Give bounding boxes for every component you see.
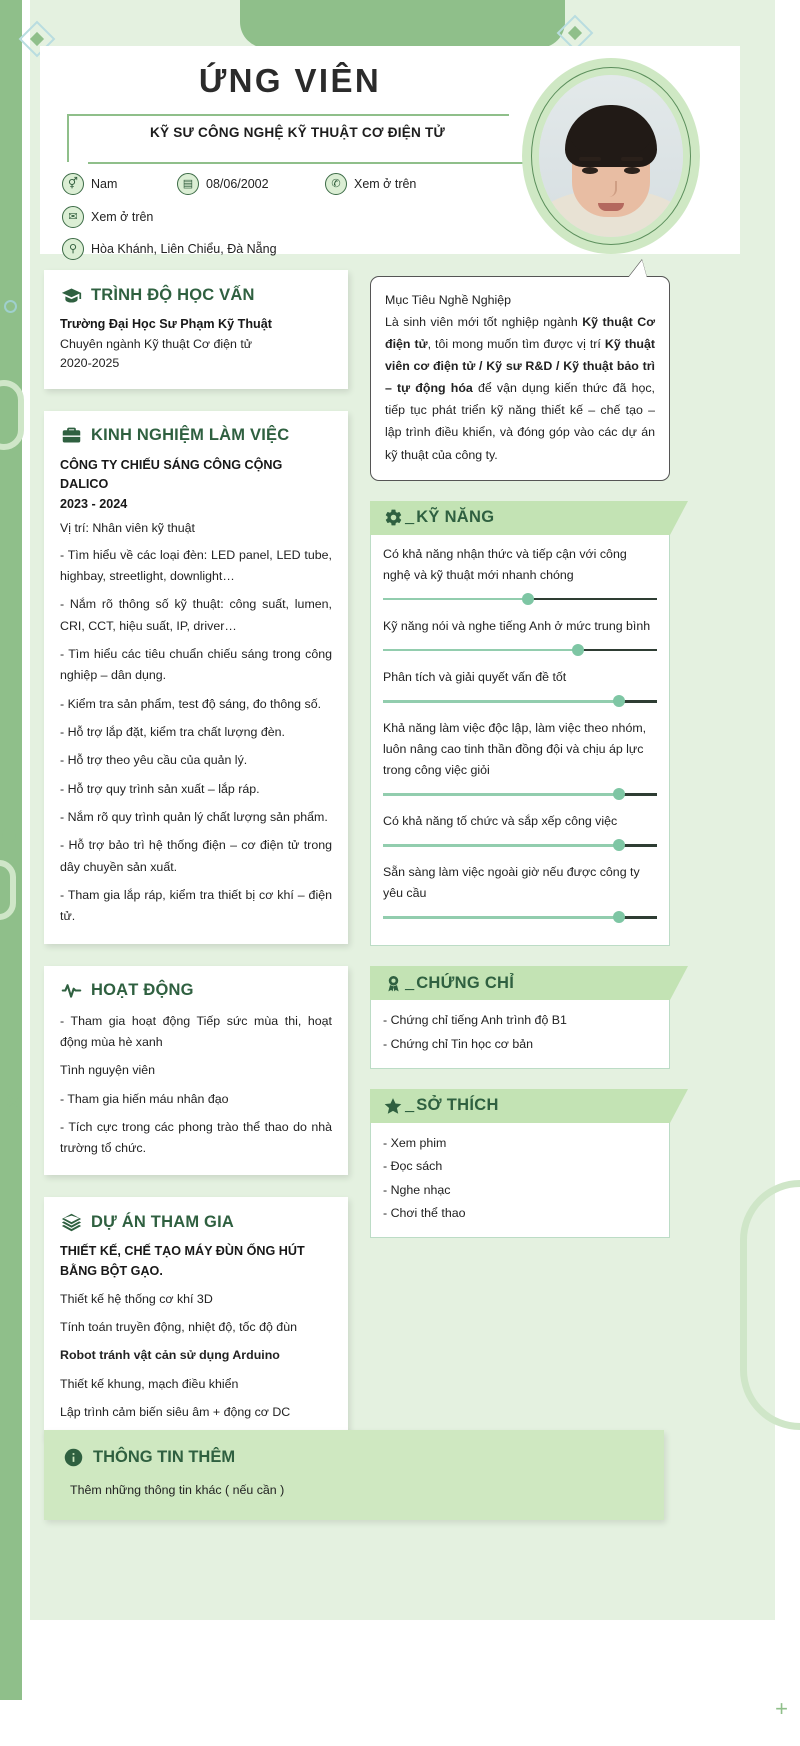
project-item: THIẾT KẾ, CHẾ TẠO MÁY ĐÙN ỐNG HÚT BẰNG BỘT GẠO. — [60, 1244, 305, 1278]
contact-gender-value: Nam — [91, 177, 118, 191]
right-curve-decoration — [740, 1180, 800, 1430]
education-title: TRÌNH ĐỘ HỌC VẤN — [91, 285, 255, 304]
contact-phone-value: Xem ở trên — [354, 177, 417, 191]
hobbies-header — [370, 1089, 670, 1123]
job-title: KỸ SƯ CÔNG NGHỆ KỸ THUẬT CƠ ĐIỆN TỬ — [150, 125, 445, 140]
activities-card — [44, 966, 348, 1176]
projects-header — [60, 1211, 332, 1233]
hobbies-title-underscore: _ — [405, 1096, 415, 1115]
experience-header — [60, 425, 332, 447]
skill-row — [383, 811, 657, 853]
layers-icon — [60, 1211, 82, 1233]
skill-row — [383, 862, 657, 925]
skill-row — [383, 544, 657, 607]
experience-duty: - Hỗ trợ quy trình sản xuất – lắp ráp. — [60, 781, 260, 796]
experience-duty: - Hỗ trợ theo yêu cầu của quản lý. — [60, 753, 248, 768]
education-years: 2020-2025 — [60, 355, 120, 370]
hobbies-title: SỞ THÍCH — [416, 1096, 499, 1115]
phone-icon: ✆ — [325, 173, 347, 195]
right-white-band — [776, 0, 800, 1746]
experience-duty: - Nắm rõ thông số kỹ thuật: công suất, lumen, CRI, CCT, hiệu suất, IP, driver… — [60, 597, 332, 633]
activities-title: HOẠT ĐỘNG — [91, 981, 194, 1000]
activity-item: Tình nguyện viên — [60, 1063, 156, 1078]
hobby-item: - Xem phim — [383, 1135, 447, 1150]
skills-section — [370, 501, 670, 947]
certificate-item: - Chứng chỉ tiếng Anh trình độ B1 — [383, 1013, 567, 1028]
skill-row — [383, 718, 657, 802]
skill-row — [383, 667, 657, 709]
experience-period: 2023 - 2024 — [60, 496, 128, 511]
experience-duty: - Hỗ trợ lắp đặt, kiểm tra chất lượng đèn. — [60, 724, 285, 739]
skills-title-underscore: _ — [405, 508, 415, 527]
contact-email-value: Xem ở trên — [91, 210, 154, 224]
experience-duty: - Tìm hiểu các tiêu chuẩn chiếu sáng trong công nghiệp – dân dụng. — [60, 646, 332, 683]
projects-card — [44, 1197, 348, 1439]
location-icon: ⚲ — [62, 238, 84, 260]
education-school: Trường Đại Học Sư Phạm Kỹ Thuật — [60, 317, 272, 331]
callout-tail — [628, 260, 647, 278]
project-item: Thiết kế khung, mạch điều khiển — [60, 1376, 239, 1391]
left-ring-decoration-2 — [0, 860, 16, 920]
skill-progress[interactable] — [383, 591, 657, 607]
hobbies-list — [370, 1123, 670, 1238]
extra-info-title: THÔNG TIN THÊM — [93, 1447, 236, 1466]
certificates-section — [370, 966, 670, 1068]
certificates-title-underscore: _ — [405, 973, 415, 992]
contact-gender — [62, 173, 117, 195]
experience-card — [44, 411, 348, 944]
left-column — [44, 270, 348, 1461]
certificates-title: CHỨNG CHỈ — [416, 973, 515, 992]
extra-info-body: Thêm những thông tin khác ( nếu cần ) — [70, 1483, 285, 1497]
hobby-item: - Đọc sách — [383, 1159, 443, 1174]
activity-item: - Tích cực trong các phong trào thể thao do nhà trường tổ chức. — [60, 1119, 332, 1156]
skills-header — [370, 501, 670, 535]
award-badge-icon — [383, 973, 403, 993]
skill-progress[interactable] — [383, 693, 657, 709]
hobby-item: - Nghe nhạc — [383, 1182, 451, 1197]
top-dark-green-tab — [240, 0, 565, 48]
graduation-cap-icon — [60, 284, 82, 306]
certificates-header — [370, 966, 670, 1000]
hobby-item: - Chơi thể thao — [383, 1206, 466, 1221]
project-item: Tính toán truyền động, nhiệt độ, tốc độ đùn — [60, 1319, 297, 1334]
skill-label: Kỹ năng nói và nghe tiếng Anh ở mức trung bình — [383, 618, 651, 633]
gear-icon — [383, 508, 403, 528]
skill-label: Có khả năng tố chức và sắp xếp công việc — [383, 814, 618, 829]
skills-title: KỸ NĂNG — [416, 508, 495, 527]
skill-label: Khả năng làm việc độc lập, làm việc theo nhóm, luôn nâng cao tinh thần đồng đội và chịu áp lực trong công việc giỏi — [383, 720, 647, 778]
extra-info-header — [44, 1430, 664, 1468]
experience-position: Vị trí: Nhân viên kỹ thuật — [60, 520, 195, 535]
objective-callout — [370, 276, 670, 481]
envelope-icon: ✉ — [62, 206, 84, 228]
experience-title: KINH NGHIỆM LÀM VIỆC — [91, 426, 290, 445]
projects-title: DỰ ÁN THAM GIA — [91, 1212, 234, 1231]
job-title-frame-bottom — [88, 146, 530, 164]
project-item: Robot tránh vật cản sử dụng Arduino — [60, 1348, 280, 1363]
left-ring-decoration — [0, 380, 24, 450]
experience-company: CÔNG TY CHIẾU SÁNG CÔNG CỘNG DALICO — [60, 457, 283, 492]
left-white-gap — [22, 0, 30, 1746]
activity-item: - Tham gia hiến máu nhân đạo — [60, 1091, 229, 1106]
skill-progress[interactable] — [383, 642, 657, 658]
certificates-list — [370, 1000, 670, 1068]
contact-phone[interactable] — [325, 173, 416, 195]
bottom-strip — [0, 1696, 800, 1746]
x-mark-decoration: ✕ — [5, 1092, 21, 1113]
left-filled-dot-decoration — [2, 828, 16, 842]
skill-label: Có khả năng nhận thức và tiếp cận với công nghệ và kỹ thuật mới nhanh chóng — [383, 546, 627, 582]
experience-duty: - Tham gia lắp ráp, kiểm tra thiết bị cơ khí – điện tử. — [60, 887, 332, 924]
skill-progress[interactable] — [383, 786, 657, 802]
info-circle-icon — [62, 1446, 84, 1468]
project-item: Lập trình cảm biến siêu âm + động cơ DC — [60, 1404, 291, 1419]
activity-item: - Tham gia hoạt động Tiếp sức mùa thi, hoạt động mùa hè xanh — [60, 1013, 332, 1049]
certificate-item: - Chứng chỉ Tin học cơ bản — [383, 1036, 534, 1051]
left-circle-outline-decoration — [4, 300, 17, 313]
contact-email[interactable] — [62, 206, 153, 228]
plus-mark-decoration: + — [775, 1696, 788, 1721]
education-card — [44, 270, 348, 389]
calendar-icon: ▤ — [177, 173, 199, 195]
skills-list — [370, 535, 670, 947]
avatar-photo — [539, 75, 683, 237]
hobbies-section — [370, 1089, 670, 1238]
star-icon — [383, 1096, 403, 1116]
skill-row — [383, 616, 657, 658]
gender-icon: ⚥ — [62, 173, 84, 195]
activities-header — [60, 980, 332, 1002]
objective-label: Mục Tiêu Nghề Nghiệp — [385, 293, 512, 307]
contact-dob — [177, 173, 269, 195]
skill-label: Sẵn sàng làm việc ngoài giờ nếu được công ty yêu cầu — [383, 865, 640, 901]
experience-duty: - Hỗ trợ bảo trì hệ thống điện – cơ điện tử trong dây chuyền sản xuất. — [60, 838, 332, 874]
contact-address-value: Hòa Khánh, Liên Chiểu, Đà Nẵng — [91, 242, 277, 256]
experience-duty: - Kiểm tra sản phẩm, test độ sáng, đo thông số. — [60, 696, 322, 711]
page-title: ỨNG VIÊN — [198, 62, 382, 99]
education-header — [60, 284, 332, 306]
skill-progress[interactable] — [383, 837, 657, 853]
right-column — [370, 276, 670, 1238]
skill-label: Phân tích và giải quyết vấn đề tốt — [383, 669, 567, 684]
education-major: Chuyên ngành Kỹ thuật Cơ điện tử — [60, 336, 253, 351]
contact-address — [62, 238, 277, 260]
experience-duty: - Tìm hiểu về các loại đèn: LED panel, LED tube, highbay, streetlight, downlight… — [60, 547, 332, 583]
experience-duty: - Nắm rõ quy trình quản lý chất lượng sản phẩm. — [60, 809, 328, 824]
header-card — [40, 46, 740, 254]
skill-progress[interactable] — [383, 909, 657, 925]
project-item: Thiết kế hệ thống cơ khí 3D — [60, 1291, 213, 1306]
activity-pulse-icon — [60, 980, 82, 1002]
extra-info-card — [44, 1430, 664, 1520]
contact-dob-value: 08/06/2002 — [206, 177, 269, 191]
briefcase-icon — [60, 425, 82, 447]
objective-body: Là sinh viên mới tốt nghiệp ngành Kỹ thuật Cơ điện tử, tôi mong muốn tìm được vị trí Kỹ thuật viên cơ điện tử / Kỹ sư R&D / Kỹ thuật bảo trì – tự động hóa để vận dụng kiến thức đã học, tiếp tục phát triển kỹ năng thiết kế – chế tạo – lập trình điều khiển, và đóng góp vào các dự án kỹ thuật của công ty. — [385, 315, 656, 462]
avatar — [522, 58, 700, 254]
